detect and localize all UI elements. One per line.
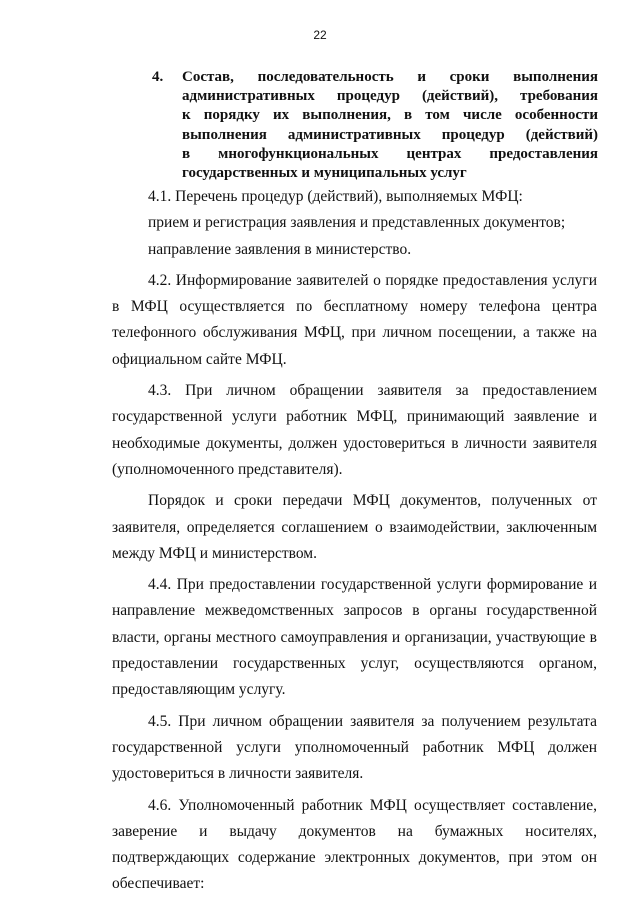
section-title [182,68,598,183]
section-number: 4. [152,69,164,85]
list-item: направление заявления в министерство. [148,240,412,258]
section-title-line: в многофункциональных центрах предоставления [182,145,598,162]
section-title-line: выполнения административных процедур (действий) [182,126,598,143]
paragraph-4-5: 4.5. При личном обращении заявителя за получением результата государственной услуги уполномоченный работник МФЦ должен удостовериться в личности заявителя. [112,712,597,783]
document-body [112,184,597,898]
paragraph-4-3: 4.3. При личном обращении заявителя за предоставлением государственной услуги работник МФЦ, принимающий заявление и необходимые документы, должен удостовериться в личности заявителя (уполномоченного представителя). [112,382,597,478]
section-heading [152,68,598,183]
section-title-line: административных процедур (действий), требования [182,88,598,105]
paragraph-4-6: 4.6. Уполномоченный работник МФЦ осуществляет составление, заверение и выдачу документов на бумажных носителях, подтверждающих содержание электронных документов, при этом он обеспечивает: [112,796,597,893]
paragraph-4-1: 4.1. Перечень процедур (действий), выполняемых МФЦ: [148,188,523,205]
list-item: прием и регистрация заявления и представленных документов; [148,214,566,232]
section-title-line: к порядку их выполнения, в том числе особенности [182,107,598,124]
paragraph-transfer-order: Порядок и сроки передачи МФЦ документов, полученных от заявителя, определяется соглашением о взаимодействии, заключенным между МФЦ и министерством. [112,492,597,562]
paragraph-4-2: 4.2. Информирование заявителей о порядке предоставления услуги в МФЦ осуществляется по бесплатному номеру телефона центра телефонного обслуживания МФЦ, при личном посещении, а также на официальном сайте МФЦ. [112,271,597,368]
page-number: 22 [313,28,327,42]
section-title-line: Состав, последовательность и сроки выполнения [182,69,598,85]
section-title-line: государственных и муниципальных услуг [182,165,467,182]
paragraph-4-4: 4.4. При предоставлении государственной услуги формирование и направление межведомственных запросов в органы государственной власти, органы местного самоуправления и организации, участвующие в предоставлении государственных услуг, осуществляются органом, предоставляющим услугу. [112,576,597,699]
